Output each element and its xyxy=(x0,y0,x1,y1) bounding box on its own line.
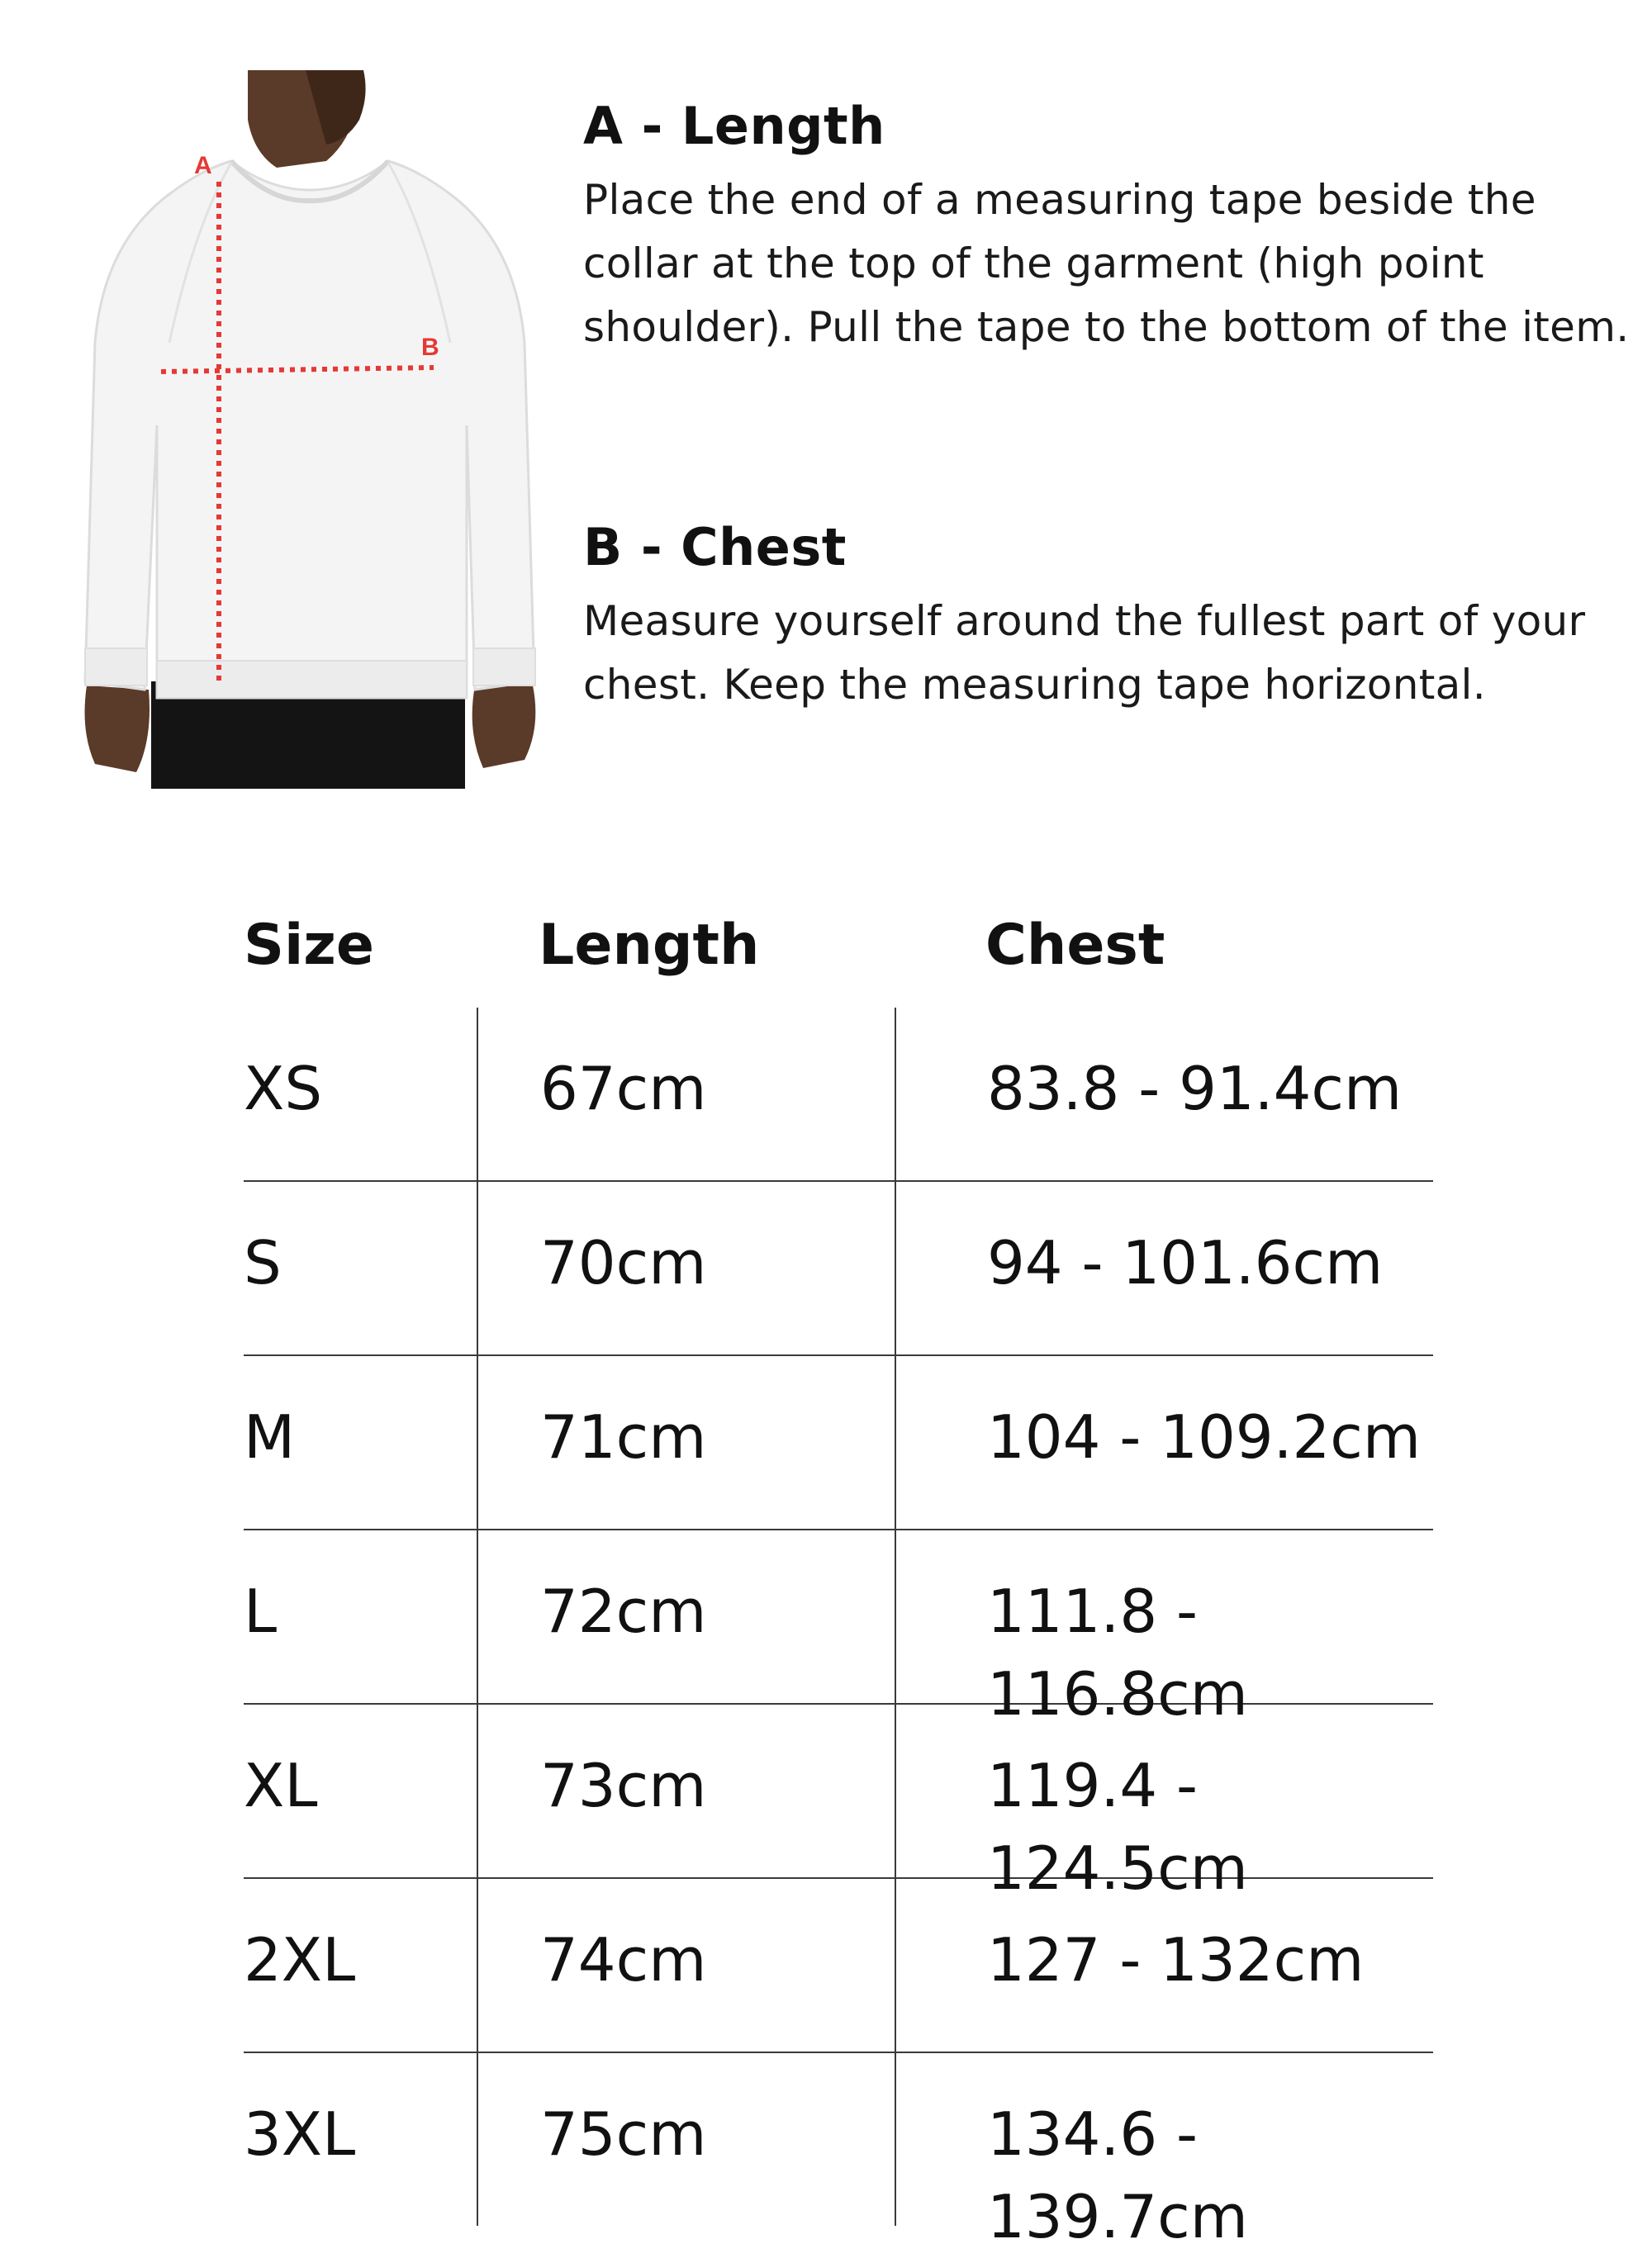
length-cell: 71cm xyxy=(477,1356,895,1529)
header-chest: Chest xyxy=(985,913,1165,978)
marker-a: A xyxy=(194,152,212,179)
chest-cell: 83.8 - 91.4cm xyxy=(895,1008,1435,1180)
length-guide xyxy=(583,93,1632,359)
chest-cell: 104 - 109.2cm xyxy=(895,1356,1435,1529)
size-cell: 3XL xyxy=(244,2099,356,2169)
right-hand xyxy=(472,685,536,768)
left-hand xyxy=(85,685,150,772)
table-row xyxy=(244,1182,1433,1356)
header-size: Size xyxy=(244,913,374,978)
chest-cell: 94 - 101.6cm xyxy=(895,1182,1435,1354)
table-row xyxy=(244,1879,1433,2053)
size-cell: M xyxy=(244,1402,296,1472)
table-row xyxy=(244,1705,1433,1903)
length-guide-title: A - Length xyxy=(583,96,885,156)
garment-illustration xyxy=(78,70,541,789)
length-cell: 72cm xyxy=(477,1530,895,1703)
table-row xyxy=(244,1008,1433,1182)
table-row xyxy=(244,1530,1433,1729)
length-cell: 70cm xyxy=(477,1182,895,1354)
size-cell: XL xyxy=(244,1751,318,1820)
chest-cell: 127 - 132cm xyxy=(895,1879,1435,2052)
chest-guide-title: B - Chest xyxy=(583,517,847,577)
chest-cell: 111.8 - 116.8cm xyxy=(895,1530,1435,1703)
size-cell: 2XL xyxy=(244,1925,356,1995)
chest-guide-text: Measure yourself around the fullest part of your chest. Keep the measuring tape horizontal. xyxy=(583,597,1586,709)
size-cell: L xyxy=(244,1577,278,1646)
header-length: Length xyxy=(539,913,760,978)
table-row xyxy=(244,1356,1433,1530)
marker-b: B xyxy=(421,334,439,361)
size-cell: S xyxy=(244,1228,282,1297)
length-cell: 75cm xyxy=(477,2053,895,2226)
length-cell: 73cm xyxy=(477,1705,895,1877)
sweatshirt-body xyxy=(85,161,534,698)
size-cell: XS xyxy=(244,1054,323,1123)
chest-cell: 134.6 - 139.7cm xyxy=(895,2053,1435,2226)
length-cell: 74cm xyxy=(477,1879,895,2052)
sweatshirt-figure xyxy=(78,70,541,789)
size-chart-table xyxy=(244,904,1433,2251)
table-header xyxy=(244,904,1433,1008)
length-guide-text: Place the end of a measuring tape beside the collar at the top of the garment (high point shoulder). Pull the tape to the bottom of the item. xyxy=(583,176,1630,351)
table-row xyxy=(244,2053,1433,2251)
length-cell: 67cm xyxy=(477,1008,895,1180)
chest-guide xyxy=(583,514,1632,717)
chest-cell: 119.4 - 124.5cm xyxy=(895,1705,1435,1877)
